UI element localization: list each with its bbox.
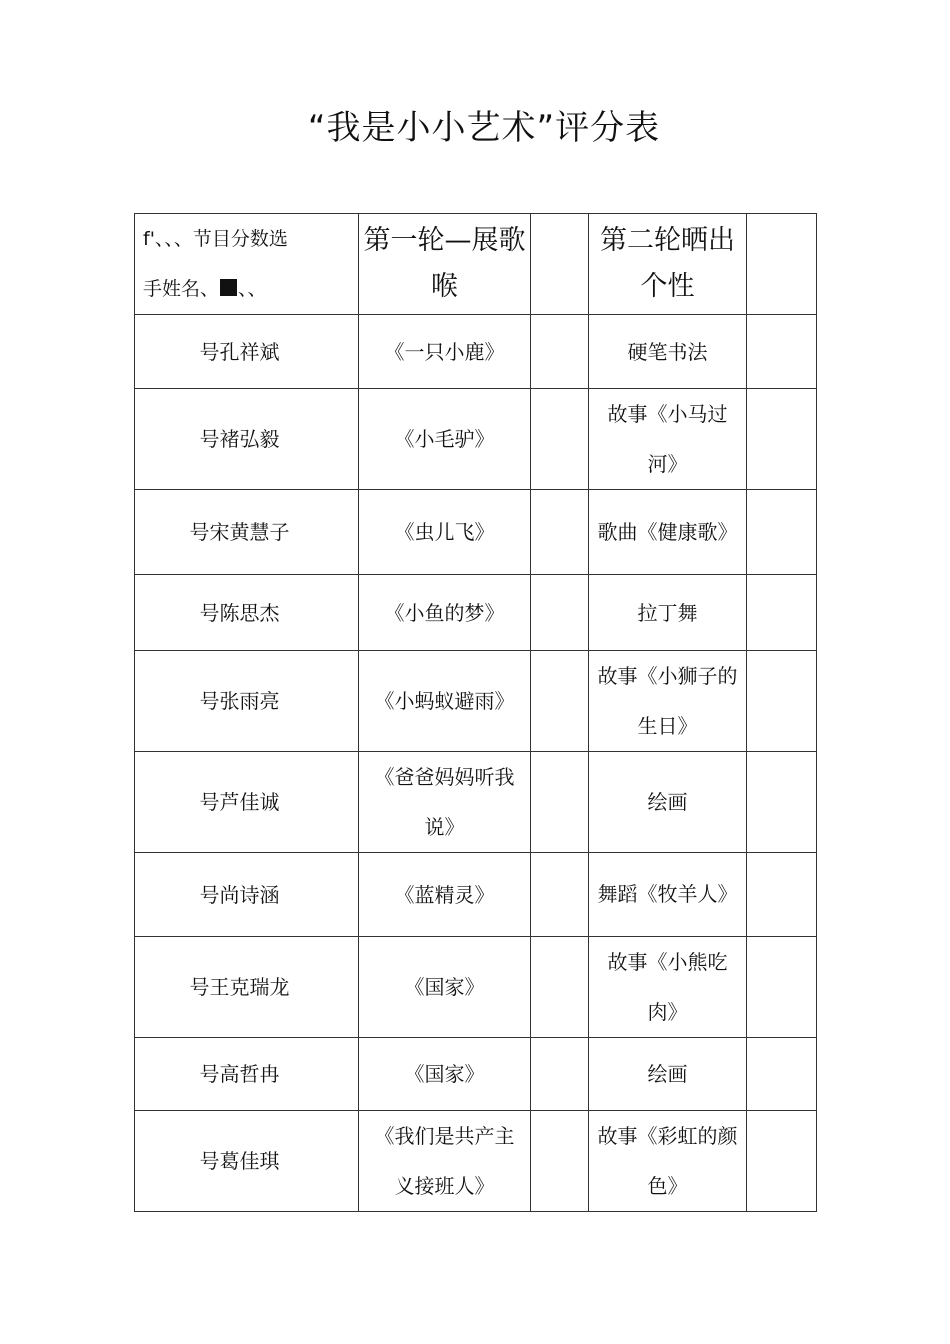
- round1-score-cell[interactable]: [531, 853, 589, 937]
- round2-program-cell: 绘画: [589, 1038, 747, 1111]
- round2-program-cell: 绘画: [589, 752, 747, 853]
- round1-program-cell: 《爸爸妈妈听我说》: [359, 752, 531, 853]
- round1-score-cell[interactable]: [531, 315, 589, 389]
- round2-program-cell: 舞蹈《牧羊人》: [589, 853, 747, 937]
- table-row: [135, 937, 817, 1038]
- round1-program-cell: 《国家》: [359, 1038, 531, 1111]
- contestant-name-cell: 号王克瑞龙: [135, 937, 359, 1038]
- table-row: [135, 853, 817, 937]
- table-row: [135, 752, 817, 853]
- round2-score-cell[interactable]: [747, 1111, 817, 1212]
- table-row: [135, 651, 817, 752]
- round2-score-cell[interactable]: [747, 575, 817, 651]
- contestant-name-cell: 号葛佳琪: [135, 1111, 359, 1212]
- contestant-name-cell: 号孔祥斌: [135, 315, 359, 389]
- contestant-name-cell: 号陈思杰: [135, 575, 359, 651]
- round1-score-header: [531, 214, 589, 315]
- contestant-name-cell: 号张雨亮: [135, 651, 359, 752]
- round2-score-cell[interactable]: [747, 651, 817, 752]
- round2-program-cell: 故事《小熊吃肉》: [589, 937, 747, 1038]
- round2-score-cell[interactable]: [747, 853, 817, 937]
- round2-program-cell: 故事《小马过河》: [589, 389, 747, 490]
- corner-header-cell: [135, 214, 359, 315]
- table-row: [135, 1111, 817, 1212]
- contestant-name-cell: 号芦佳诚: [135, 752, 359, 853]
- round1-score-cell[interactable]: [531, 752, 589, 853]
- round1-program-cell: 《我们是共产主义接班人》: [359, 1111, 531, 1212]
- round2-score-cell[interactable]: [747, 389, 817, 490]
- contestant-name-cell: 号宋黄慧子: [135, 490, 359, 575]
- round2-program-cell: 故事《小狮子的生日》: [589, 651, 747, 752]
- round1-score-cell[interactable]: [531, 389, 589, 490]
- table-row: [135, 490, 817, 575]
- corner-label-tail: 、、: [238, 278, 267, 300]
- round2-program-cell: 歌曲《健康歌》: [589, 490, 747, 575]
- round1-program-cell: 《小鱼的梦》: [359, 575, 531, 651]
- round1-score-cell[interactable]: [531, 1111, 589, 1212]
- round1-score-cell[interactable]: [531, 575, 589, 651]
- round2-score-cell[interactable]: [747, 1038, 817, 1111]
- round1-program-cell: 《小蚂蚁避雨》: [359, 651, 531, 752]
- table-row: [135, 1038, 817, 1111]
- table-row: [135, 315, 817, 389]
- contestant-name-cell: 号尚诗涵: [135, 853, 359, 937]
- round2-header: 第二轮晒出个性: [589, 214, 747, 315]
- round1-program-cell: 《一只小鹿》: [359, 315, 531, 389]
- round1-program-cell: 《小毛驴》: [359, 389, 531, 490]
- contestant-name-cell: 号高哲冉: [135, 1038, 359, 1111]
- round2-score-cell[interactable]: [747, 490, 817, 575]
- black-square-icon: [220, 279, 237, 296]
- page-title: “我是小小艺术”评分表: [307, 108, 661, 148]
- round1-score-cell[interactable]: [531, 937, 589, 1038]
- corner-label-name: 手姓名、: [143, 278, 220, 300]
- score-table: [134, 213, 817, 1212]
- round1-score-cell[interactable]: [531, 651, 589, 752]
- round2-score-cell[interactable]: [747, 315, 817, 389]
- round1-score-cell[interactable]: [531, 1038, 589, 1111]
- round2-score-header: [747, 214, 817, 315]
- round2-program-cell: 故事《彩虹的颜色》: [589, 1111, 747, 1212]
- corner-label-top: f'、、、节目分数选: [143, 228, 288, 250]
- round1-score-cell[interactable]: [531, 490, 589, 575]
- contestant-name-cell: 号褚弘毅: [135, 389, 359, 490]
- round2-program-cell: 拉丁舞: [589, 575, 747, 651]
- round1-program-cell: 《国家》: [359, 937, 531, 1038]
- round1-program-cell: 《蓝精灵》: [359, 853, 531, 937]
- round2-score-cell[interactable]: [747, 937, 817, 1038]
- round2-program-cell: 硬笔书法: [589, 315, 747, 389]
- table-row: [135, 575, 817, 651]
- round1-header: 第一轮—展歌喉: [359, 214, 531, 315]
- round2-score-cell[interactable]: [747, 752, 817, 853]
- table-row: [135, 389, 817, 490]
- round1-program-cell: 《虫儿飞》: [359, 490, 531, 575]
- header-row: [135, 214, 817, 315]
